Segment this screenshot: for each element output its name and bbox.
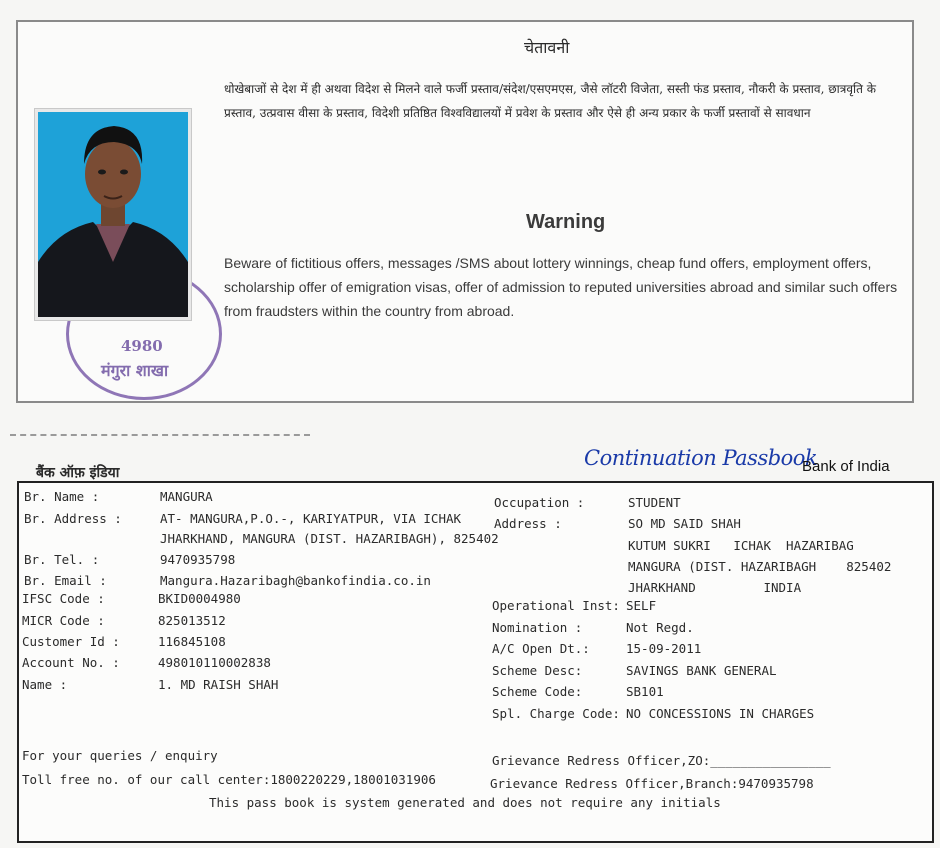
operational-inst-label: Operational Inst:: [492, 598, 620, 613]
micr-value: 825013512: [158, 613, 226, 628]
account-no-label: Account No. :: [22, 655, 120, 670]
ifsc-value: BKID0004980: [158, 591, 241, 606]
open-date-value: 15-09-2011: [626, 641, 702, 656]
br-address-label: Br. Address :: [24, 511, 122, 526]
br-name-value: MANGURA: [160, 489, 213, 504]
system-generated-note: This pass book is system generated and does not require any initials: [209, 795, 721, 810]
br-email-value: Mangura.Hazaribagh@bankofindia.co.in: [160, 573, 431, 588]
cut-line: [10, 434, 310, 436]
ifsc-label: IFSC Code :: [22, 591, 105, 606]
bank-name-english: Bank of India: [802, 458, 890, 475]
br-tel-value: 9470935798: [160, 552, 236, 567]
english-warning-text: Beware of fictitious offers, messages /SMS about lottery winnings, cheap fund offers, employment offers, scholarship offer of emigration visas, offer of admission to reputed universities abroad and similar such offers from fraudsters within the country from abroad.: [224, 255, 898, 319]
toll-free-text: Toll free no. of our call center:1800220229,18001031906: [22, 772, 436, 787]
account-no-value: 498010110002838: [158, 655, 271, 670]
queries-text: For your queries / enquiry: [22, 748, 218, 763]
nomination-label: Nomination :: [492, 620, 583, 635]
hindi-warning-title: चेतावनी: [524, 38, 570, 57]
br-address-line2: JHARKHAND, MANGURA (DIST. HAZARIBAGH), 825402: [160, 531, 499, 546]
occupation-label: Occupation :: [494, 495, 585, 510]
stamp-text: मंगुरा शाखा: [101, 361, 169, 380]
address-line3: MANGURA (DIST. HAZARIBAGH 825402: [628, 559, 892, 574]
customer-id-value: 116845108: [158, 634, 226, 649]
nomination-value: Not Regd.: [626, 620, 694, 635]
scheme-desc-value: SAVINGS BANK GENERAL: [626, 663, 777, 678]
person-photo-icon: [38, 112, 188, 317]
address-line2: KUTUM SUKRI ICHAK HAZARIBAG: [628, 538, 854, 553]
br-address-line1: AT- MANGURA,P.O.-, KARIYATPUR, VIA ICHAK: [160, 511, 462, 526]
address-label: Address :: [494, 516, 562, 531]
bank-name-hindi: बैंक ऑफ़ इंडिया: [36, 465, 120, 481]
scheme-code-value: SB101: [626, 684, 664, 699]
operational-inst-value: SELF: [626, 598, 657, 613]
scheme-desc-label: Scheme Desc:: [492, 663, 583, 678]
br-email-label: Br. Email :: [24, 573, 107, 588]
spl-charge-value: NO CONCESSIONS IN CHARGES: [626, 706, 815, 721]
address-line1: SO MD SAID SHAH: [628, 516, 741, 531]
name-value: 1. MD RAISH SHAH: [158, 677, 279, 692]
grievance-zo-text: Grievance Redress Officer,ZO:________________: [492, 753, 831, 768]
grievance-branch-text: Grievance Redress Officer,Branch:9470935798: [490, 776, 814, 791]
english-warning-title: Warning: [526, 211, 606, 233]
micr-label: MICR Code :: [22, 613, 105, 628]
scheme-code-label: Scheme Code:: [492, 684, 583, 699]
occupation-value: STUDENT: [628, 495, 681, 510]
address-line4: JHARKHAND INDIA: [628, 580, 802, 595]
br-name-label: Br. Name :: [24, 489, 100, 504]
customer-id-label: Customer Id :: [22, 634, 120, 649]
name-label: Name :: [22, 677, 68, 692]
stamp-number: 4980: [121, 337, 163, 355]
handwritten-note: Continuation Passbook: [584, 446, 818, 470]
hindi-warning-text: धोखेबाजों से देश में ही अथवा विदेश से मिलने वाले फर्जी प्रस्ताव/संदेश/एसएमएस, जैसे लॉटरी विजेता, सस्ती फंड प्रस्ताव, नौकरी के प्रस्ताव, छात्रवृति के प्रस्ताव, उत्प्रवास वीसा के प्रस्ताव, विदेशी प्रतिष्ठित विश्वविद्यालयों में प्रवेश के प्रस्ताव और ऐसे ही अन्य प्रकार के फर्जी प्रस्तावों से सावधान: [224, 82, 876, 120]
br-tel-label: Br. Tel. :: [24, 552, 100, 567]
spl-charge-label: Spl. Charge Code:: [492, 706, 620, 721]
open-date-label: A/C Open Dt.:: [492, 641, 590, 656]
customer-photo: [34, 108, 192, 321]
